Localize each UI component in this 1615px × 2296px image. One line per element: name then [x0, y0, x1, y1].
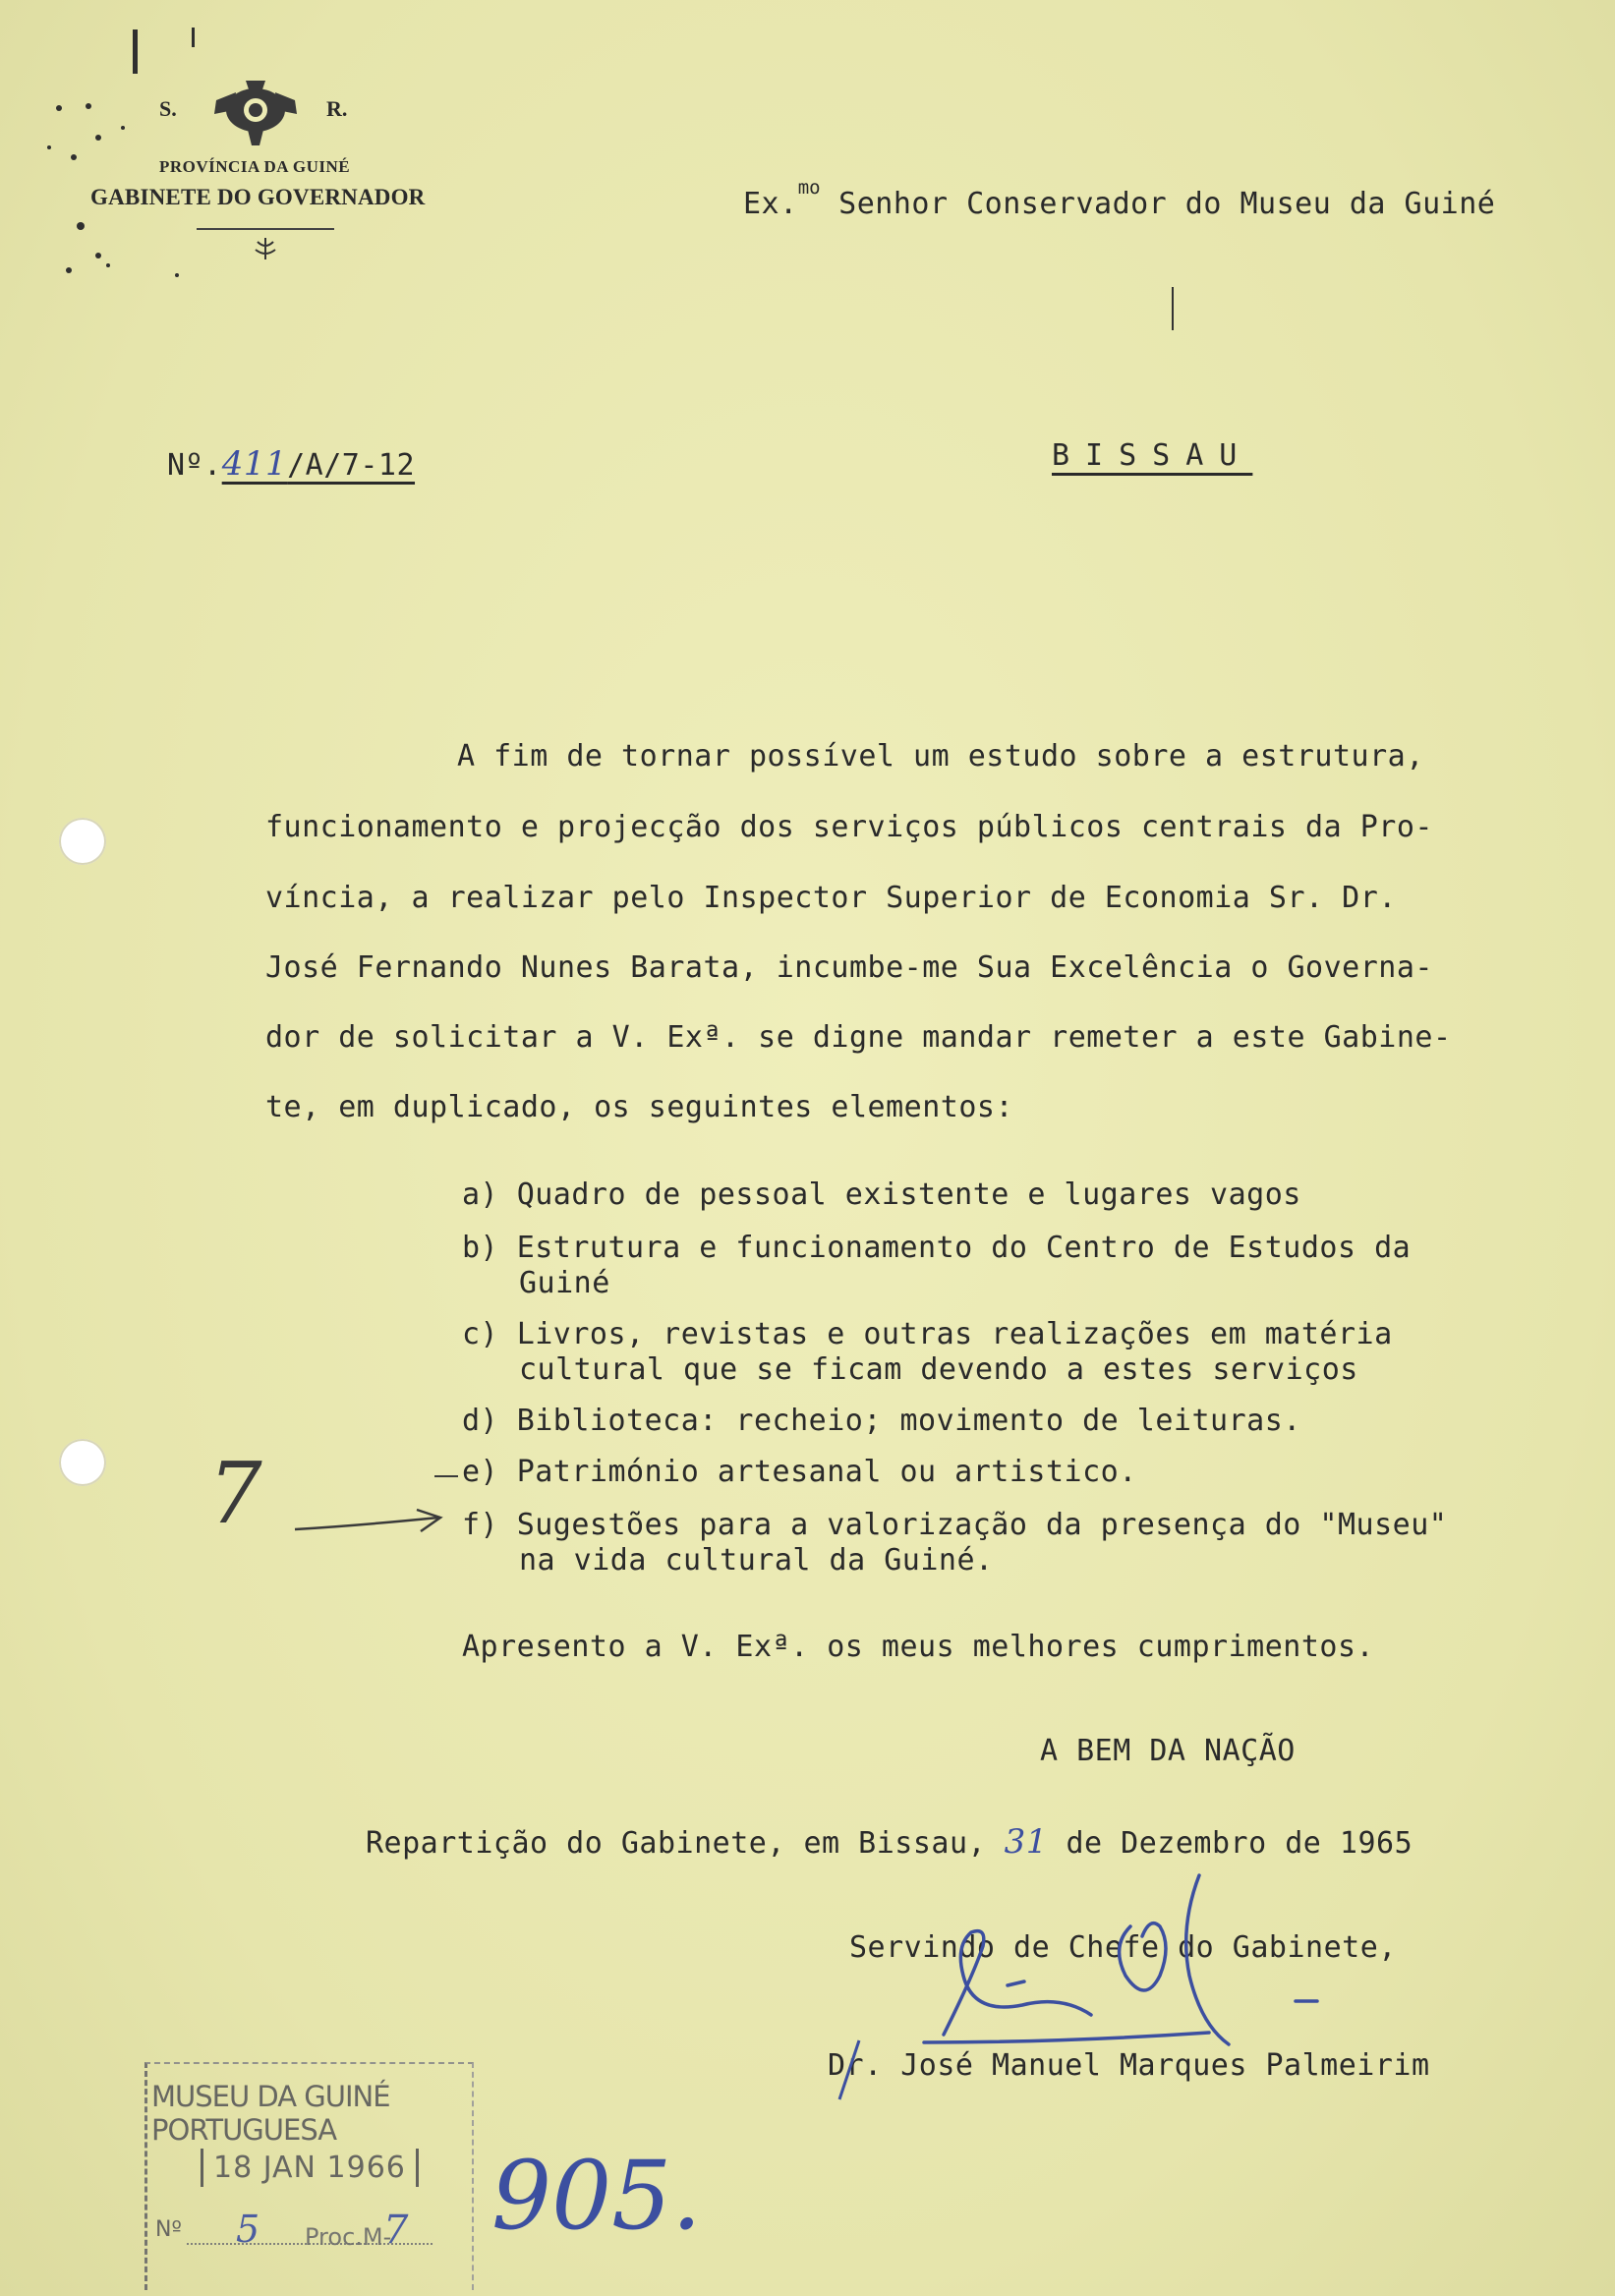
- body-line: dor de solicitar a V. Exª. se digne mandar remeter a este Gabine-: [265, 1020, 1452, 1055]
- margin-note: 7: [208, 1445, 262, 1543]
- stamp-process-number: 7: [383, 2208, 409, 2253]
- arrow-icon: [291, 1506, 448, 1539]
- stamp-number: 5: [236, 2208, 260, 2251]
- list-text-continued: cultural que se ficam devendo a estes serviços: [519, 1352, 1358, 1387]
- reference-handwritten: 411: [221, 444, 288, 484]
- reference-typed: /A/7-12: [287, 448, 416, 483]
- addressee-prefix: Ex.: [743, 187, 798, 221]
- stamp-date: 18 JAN 1966: [201, 2149, 419, 2187]
- body-line: funcionamento e projecção dos serviços públicos centrais da Pro-: [265, 810, 1433, 844]
- date-prefix: Repartição do Gabinete, em Bissau,: [366, 1826, 1005, 1861]
- addressee-name: Senhor Conservador do Museu da Guiné: [820, 187, 1496, 221]
- body-line: A fim de tornar possível um estudo sobre a estrutura,: [457, 739, 1424, 774]
- list-marker: e): [462, 1455, 499, 1489]
- addressee: [743, 177, 1495, 221]
- reference-label: Nº.: [167, 448, 222, 483]
- receipt-stamp: [144, 2062, 474, 2290]
- body-line: José Fernando Nunes Barata, incumbe-me Sua Excelência o Governa-: [265, 950, 1433, 985]
- list-text: Biblioteca: recheio; movimento de leituras.: [516, 1404, 1301, 1438]
- body-line: víncia, a realizar pelo Inspector Superior de Economia Sr. Dr.: [265, 881, 1397, 915]
- ink-specks: [29, 20, 324, 285]
- signature-scribble: [914, 1867, 1337, 2064]
- addressee-superscript: mo: [797, 177, 821, 199]
- list-marker: d): [462, 1404, 499, 1438]
- list-item: [462, 1455, 1137, 1489]
- closing-line: Apresento a V. Exª. os meus melhores cumprimentos.: [462, 1630, 1375, 1664]
- stamp-title: MUSEU DA GUINÉ PORTUGUESA: [151, 2080, 390, 2147]
- list-item: [462, 1317, 1393, 1351]
- list-item: [462, 1508, 1447, 1542]
- letterhead-s: S.: [159, 96, 177, 121]
- punch-hole: [59, 818, 106, 865]
- letterhead-office: GABINETE DO GOVERNADOR: [90, 185, 426, 209]
- date-suffix: de Dezembro de 1965: [1047, 1826, 1413, 1861]
- stamp-number-label: Nº: [155, 2217, 182, 2242]
- list-marker: c): [462, 1317, 499, 1351]
- list-item: [462, 1177, 1301, 1212]
- stamp-process-label: Proc.M-: [305, 2223, 392, 2251]
- pen-stroke: [834, 2037, 863, 2105]
- motto: A BEM DA NAÇÃO: [1040, 1734, 1296, 1768]
- dash-mark: [433, 1471, 462, 1481]
- letterhead-r: R.: [326, 96, 348, 121]
- letterhead-province: PROVÍNCIA DA GUINÉ: [159, 157, 351, 176]
- list-text: Património artesanal ou artistico.: [516, 1455, 1137, 1489]
- signature-role: Servindo de Chefe do Gabinete,: [849, 1930, 1397, 1965]
- date-day: 31: [1004, 1822, 1048, 1862]
- list-text: Livros, revistas e outras realizações em matéria: [516, 1317, 1393, 1351]
- list-marker: f): [462, 1508, 499, 1542]
- list-text-continued: Guiné: [519, 1266, 610, 1300]
- reference-value: [221, 444, 416, 484]
- handwritten-annotation: 905.: [491, 2141, 702, 2251]
- list-text: Sugestões para a valorização da presença do "Museu": [516, 1508, 1448, 1542]
- punch-hole: [59, 1439, 106, 1486]
- list-item: [462, 1231, 1411, 1265]
- list-marker: a): [462, 1177, 499, 1212]
- pen-mark: [1172, 287, 1174, 330]
- list-text-continued: na vida cultural da Guiné.: [519, 1543, 994, 1578]
- list-marker: b): [462, 1231, 499, 1265]
- date-line: [366, 1822, 1413, 1862]
- list-text: Estrutura e funcionamento do Centro de Estudos da: [516, 1231, 1412, 1265]
- city-heading: BISSAU: [1052, 438, 1253, 473]
- list-text: Quadro de pessoal existente e lugares vagos: [516, 1177, 1301, 1212]
- reference-number: [167, 444, 415, 484]
- list-item: [462, 1404, 1301, 1438]
- signature-name: Dr. José Manuel Marques Palmeirim: [828, 2048, 1430, 2083]
- body-line: te, em duplicado, os seguintes elementos:: [265, 1090, 1014, 1124]
